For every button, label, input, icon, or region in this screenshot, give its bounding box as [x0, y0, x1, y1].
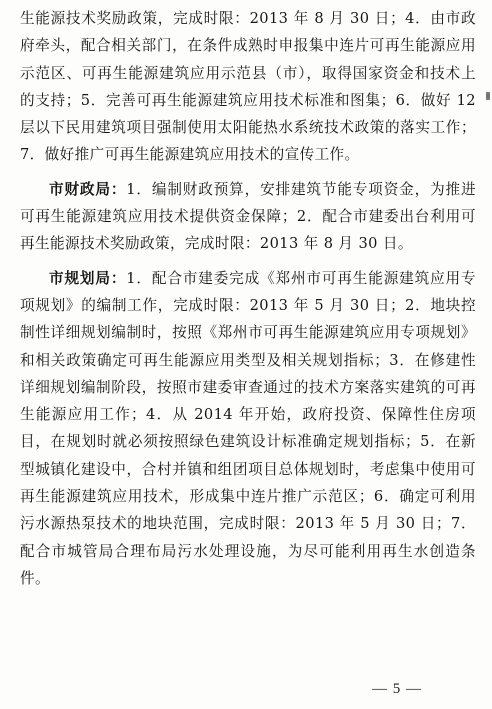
paragraph-text: 1．配合市建委完成《郑州市可再生能源建筑应用专项规划》的编制工作，完成时限：2013 年 5 月 30 日；2．地块控制性详细规划编制时，按照《郑州市可再生能源建筑应用专项规划》和相关政策确定可再生能源应用类型及相关规划指标；3．在修建性详细规划编制阶段，按照市建委审查通过的技术方案落实建筑的可再生能源应用工作；4．从 2014 年开始，政府投资、保障性住房项目，在规划时就必须按照绿色建筑设计标准确定规划指标；5．在新型城镇化建设中，合村并镇和组团项目总体规划时，考虑集中使用可再生能源建筑应用技术，形成集中连片推广示范区；6．确定可利用污水源热泵技术的地块范围，完成时限：2013 年 5 月 30 日；7．配合市城管局合理布局污水处理设施，为尽可能利用再生水创造条件。 [20, 269, 476, 587]
paragraph-lead: 市规划局： [49, 269, 127, 287]
paragraph-text: 1．编制财政预算，安排建筑节能专项资金，为推进可再生能源建筑应用技术提供资金保障；2．配合市建委出台利用可再生能源技术奖励政策，完成时限：2013 年 8 月 30 日。 [20, 180, 476, 253]
paragraph-finance-bureau [20, 176, 476, 258]
document-body [20, 5, 476, 592]
paragraph-continuation [20, 5, 476, 169]
paragraph-planning-bureau [20, 265, 476, 593]
scan-margin-mark [486, 92, 490, 100]
paragraph-lead: 市财政局： [49, 180, 127, 198]
page-number: — 5 — [372, 681, 422, 697]
paragraph-text: 生能源技术奖励政策，完成时限：2013 年 8 月 30 日；4．由市政府牵头，配合相关部门，在条件成熟时申报集中连片可再生能源应用示范区、可再生能源建筑应用示范县（市），取得国家资金和技术上的支持；5．完善可再生能源建筑应用技术标准和图集；6．做好 12 层以下民用建筑项目强制使用太阳能热水系统技术政策的落实工作；7．做好推广可再生能源建筑应用技术的宣传工作。 [20, 10, 476, 164]
